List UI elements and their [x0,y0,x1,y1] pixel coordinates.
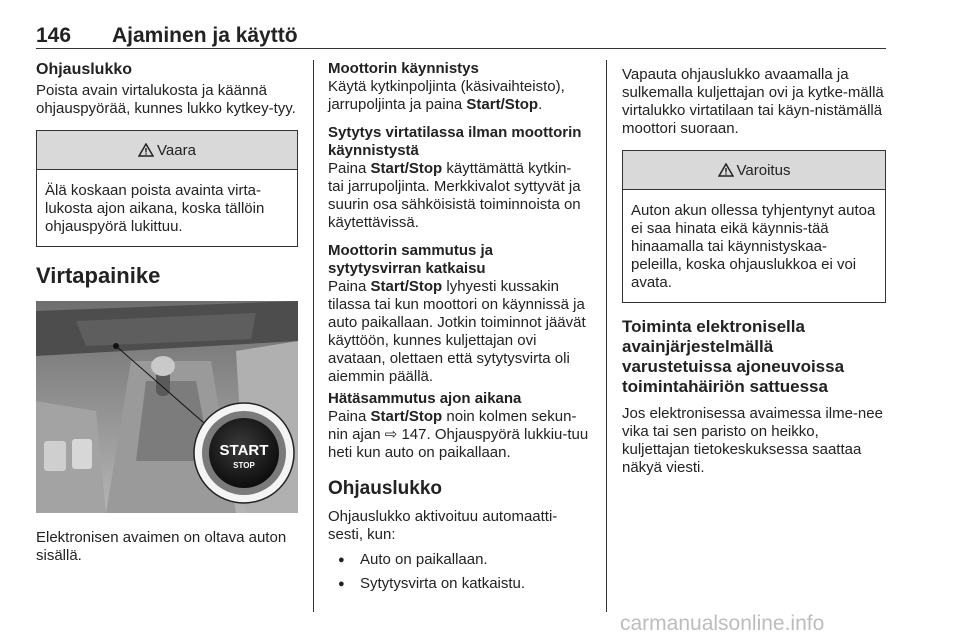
warning-triangle-icon [138,143,154,157]
para-sammutus: Paina Start/Stop lyhyesti kussakin tilassa tai kun moottori on käynnissä ja auto paikallaan. Jotkin toiminnot jäävät käyttöön, kunnes kuljettajan ovi avataan, olettaen että sytytysvirta oli aiemmin päällä. [328,278,586,385]
heading-sammutus: Moottorin sammutus ja sytytysvirran katkaisu [328,242,494,277]
column-3 [622,60,886,477]
list-item: ● Auto on paikallaan. [328,548,590,572]
para-sytytys: Paina Start/Stop käyttämättä kytkin- tai jarrupoljinta. Merkkivalot syttyvät ja suurin osa sähköisistä toiminnoista on käytettävissä. [328,160,581,231]
vaara-text: Älä koskaan poista avainta virta-lukosta ajon aikana, koska tällöin ohjauspyörä lukittuu. [45,182,265,235]
page-number: 146 [36,24,72,47]
heading-elektroninen-avain: Toiminta elektronisella avainjärjestelmällä varustetuissa ajoneuvoissa toimintahäiriön sattuessa [622,317,845,396]
para-vapauta: Vapauta ohjauslukko avaamalla ja sulkemalla kuljettajan ovi ja kytke-mällä virtalukko virtatilaan tai käyn-nistämällä moottori suoraan. [622,66,884,137]
varoitus-title: Varoitus [736,161,791,179]
varoitus-header [623,151,885,190]
page-header [36,24,886,49]
startstop-bold: Start/Stop [466,96,539,113]
list-item: ● Sytytysvirta on katkaistu. [328,572,590,596]
column-1 [36,60,298,565]
column-divider-1 [313,60,314,612]
start-stop-button-photo [36,301,298,513]
para-elektroninen-avain: Jos elektronisessa avaimessa ilme-nee vika tai sen paristo on heikko, kuljettajan tietokeskuksessa saattaa näkyä viesti. [622,405,883,476]
car-interior-illustration [36,301,298,513]
varoitus-warning-box [622,150,886,303]
para-hatasammutus: Paina Start/Stop noin kolmen sekun-nin ajan ⇨ 147. Ohjauspyörä lukkiu-tuu heti kun auto on paikallaan. [328,408,589,461]
warning-triangle-icon [718,163,734,177]
varoitus-body [623,190,885,302]
para-ohjauslukko: Poista avain virtalukosta ja käännä ohjauspyörää, kunnes lukko kytkey-tyy. [36,82,296,117]
para-ohjauslukko-auto: Ohjauslukko aktivoituu automaatti-sesti, kun: [328,508,558,543]
site-watermark: carmanualsonline.info [620,612,825,635]
heading-ohjauslukko-2: Ohjauslukko [328,478,443,499]
stop-label: STOP [233,461,255,470]
column-divider-2 [606,60,607,612]
vaara-body [37,170,297,246]
varoitus-text: Auton akun ollessa tyhjentynyt autoa ei saa hinata eikä käynnis-tää hinaamalla tai käynnistyskaa-peleilla, koska ohjauslukkoa ei voi avata. [631,202,876,291]
conditions-list [328,548,590,596]
heading-virtapainike: Virtapainike [36,263,161,288]
page-ref-arrow-icon[interactable]: ⇨ [384,426,398,443]
start-label: START [219,442,269,459]
vaara-warning-box [36,130,298,247]
para-kaynnistys: Käytä kytkinpoljinta (käsivaihteisto), jarrupoljinta ja paina Start/Stop. [328,78,565,113]
heading-sytytys: Sytytys virtatilassa ilman moottorin käynnistystä [328,124,582,159]
column-2 [328,60,590,596]
vaara-header [37,131,297,170]
heading-hatasammutus: Hätäsammutus ajon aikana [328,390,522,407]
vaara-title: Vaara [157,141,196,159]
heading-ohjauslukko: Ohjauslukko [36,61,133,78]
photo-caption: Elektronisen avaimen on oltava auton sisällä. [36,529,287,564]
chapter-title: Ajaminen ja käyttö [112,24,298,47]
heading-kaynnistys: Moottorin käynnistys [328,60,479,77]
